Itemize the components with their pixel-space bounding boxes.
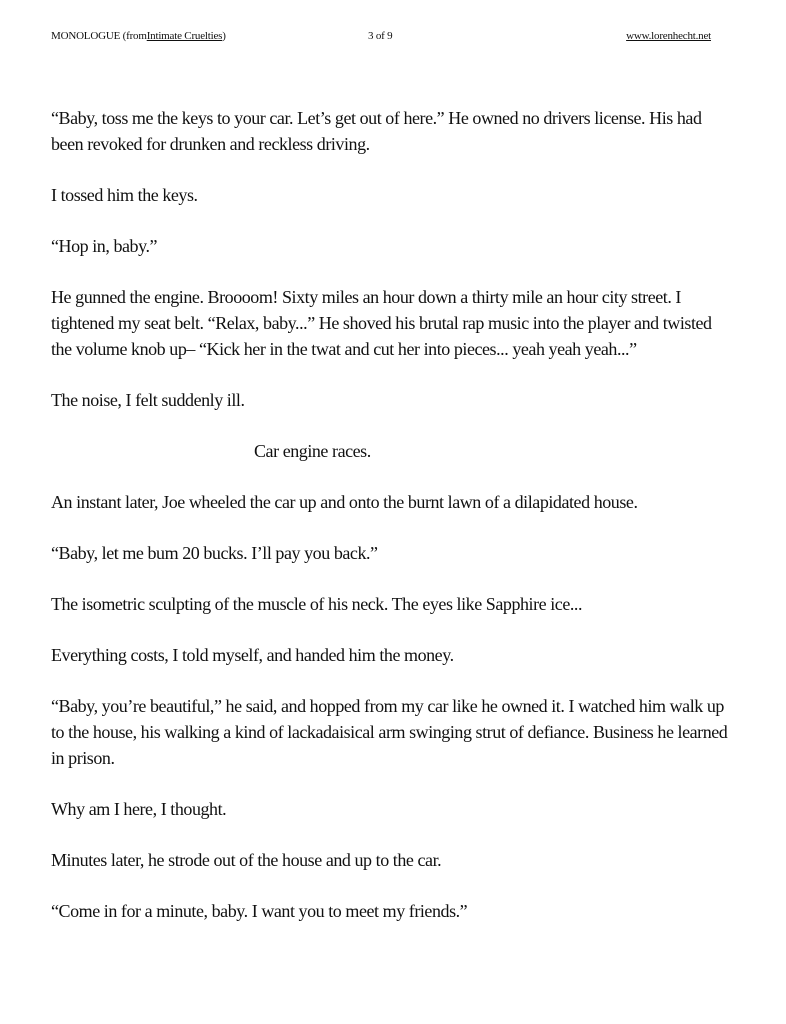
- paragraph: I tossed him the keys.: [51, 185, 198, 205]
- paragraph: Everything costs, I told myself, and handed him the money.: [51, 645, 454, 665]
- header-source-title-link[interactable]: Intimate Cruelties: [146, 30, 223, 42]
- page-number: 3 of 9: [368, 30, 393, 42]
- paragraph: “Baby, let me bum 20 bucks. I’ll pay you back.”: [51, 543, 378, 563]
- header-title-block: [51, 30, 226, 42]
- header-website: [626, 30, 711, 42]
- paragraph: “Baby, toss me the keys to your car. Let’s get out of here.” He owned no drivers license. His had been revoked for drunken and reckless driving.: [51, 108, 702, 154]
- page-header: [51, 30, 711, 46]
- monologue-body: [51, 105, 731, 949]
- header-source-suffix: ): [222, 30, 226, 42]
- paragraph: Why am I here, I thought.: [51, 799, 227, 819]
- paragraph: The noise, I felt suddenly ill.: [51, 390, 245, 410]
- paragraph: The isometric sculpting of the muscle of his neck. The eyes like Sapphire ice...: [51, 594, 583, 614]
- website-link[interactable]: www.lorenhecht.net: [626, 30, 711, 42]
- paragraph: “Baby, you’re beautiful,” he said, and hopped from my car like he owned it. I watched him walk up to the house, his walking a kind of lackadaisical arm swinging strut of defiance. Business he learned in prison.: [51, 696, 728, 768]
- stage-direction: Car engine races.: [254, 441, 371, 461]
- paragraph: “Come in for a minute, baby. I want you to meet my friends.”: [51, 901, 468, 921]
- paragraph: Minutes later, he strode out of the house and up to the car.: [51, 850, 442, 870]
- paragraph: He gunned the engine. Broooom! Sixty miles an hour down a thirty mile an hour city street. I tightened my seat belt. “Relax, baby...” He shoved his brutal rap music into the player and twisted the volume knob up– “Kick her in the twat and cut her into pieces... yeah yeah yeah...”: [51, 287, 712, 359]
- paragraph: An instant later, Joe wheeled the car up and onto the burnt lawn of a dilapidated house.: [51, 492, 638, 512]
- header-source-prefix: (from: [122, 30, 147, 42]
- header-title: MONOLOGUE: [51, 30, 121, 42]
- paragraph: “Hop in, baby.”: [51, 236, 158, 256]
